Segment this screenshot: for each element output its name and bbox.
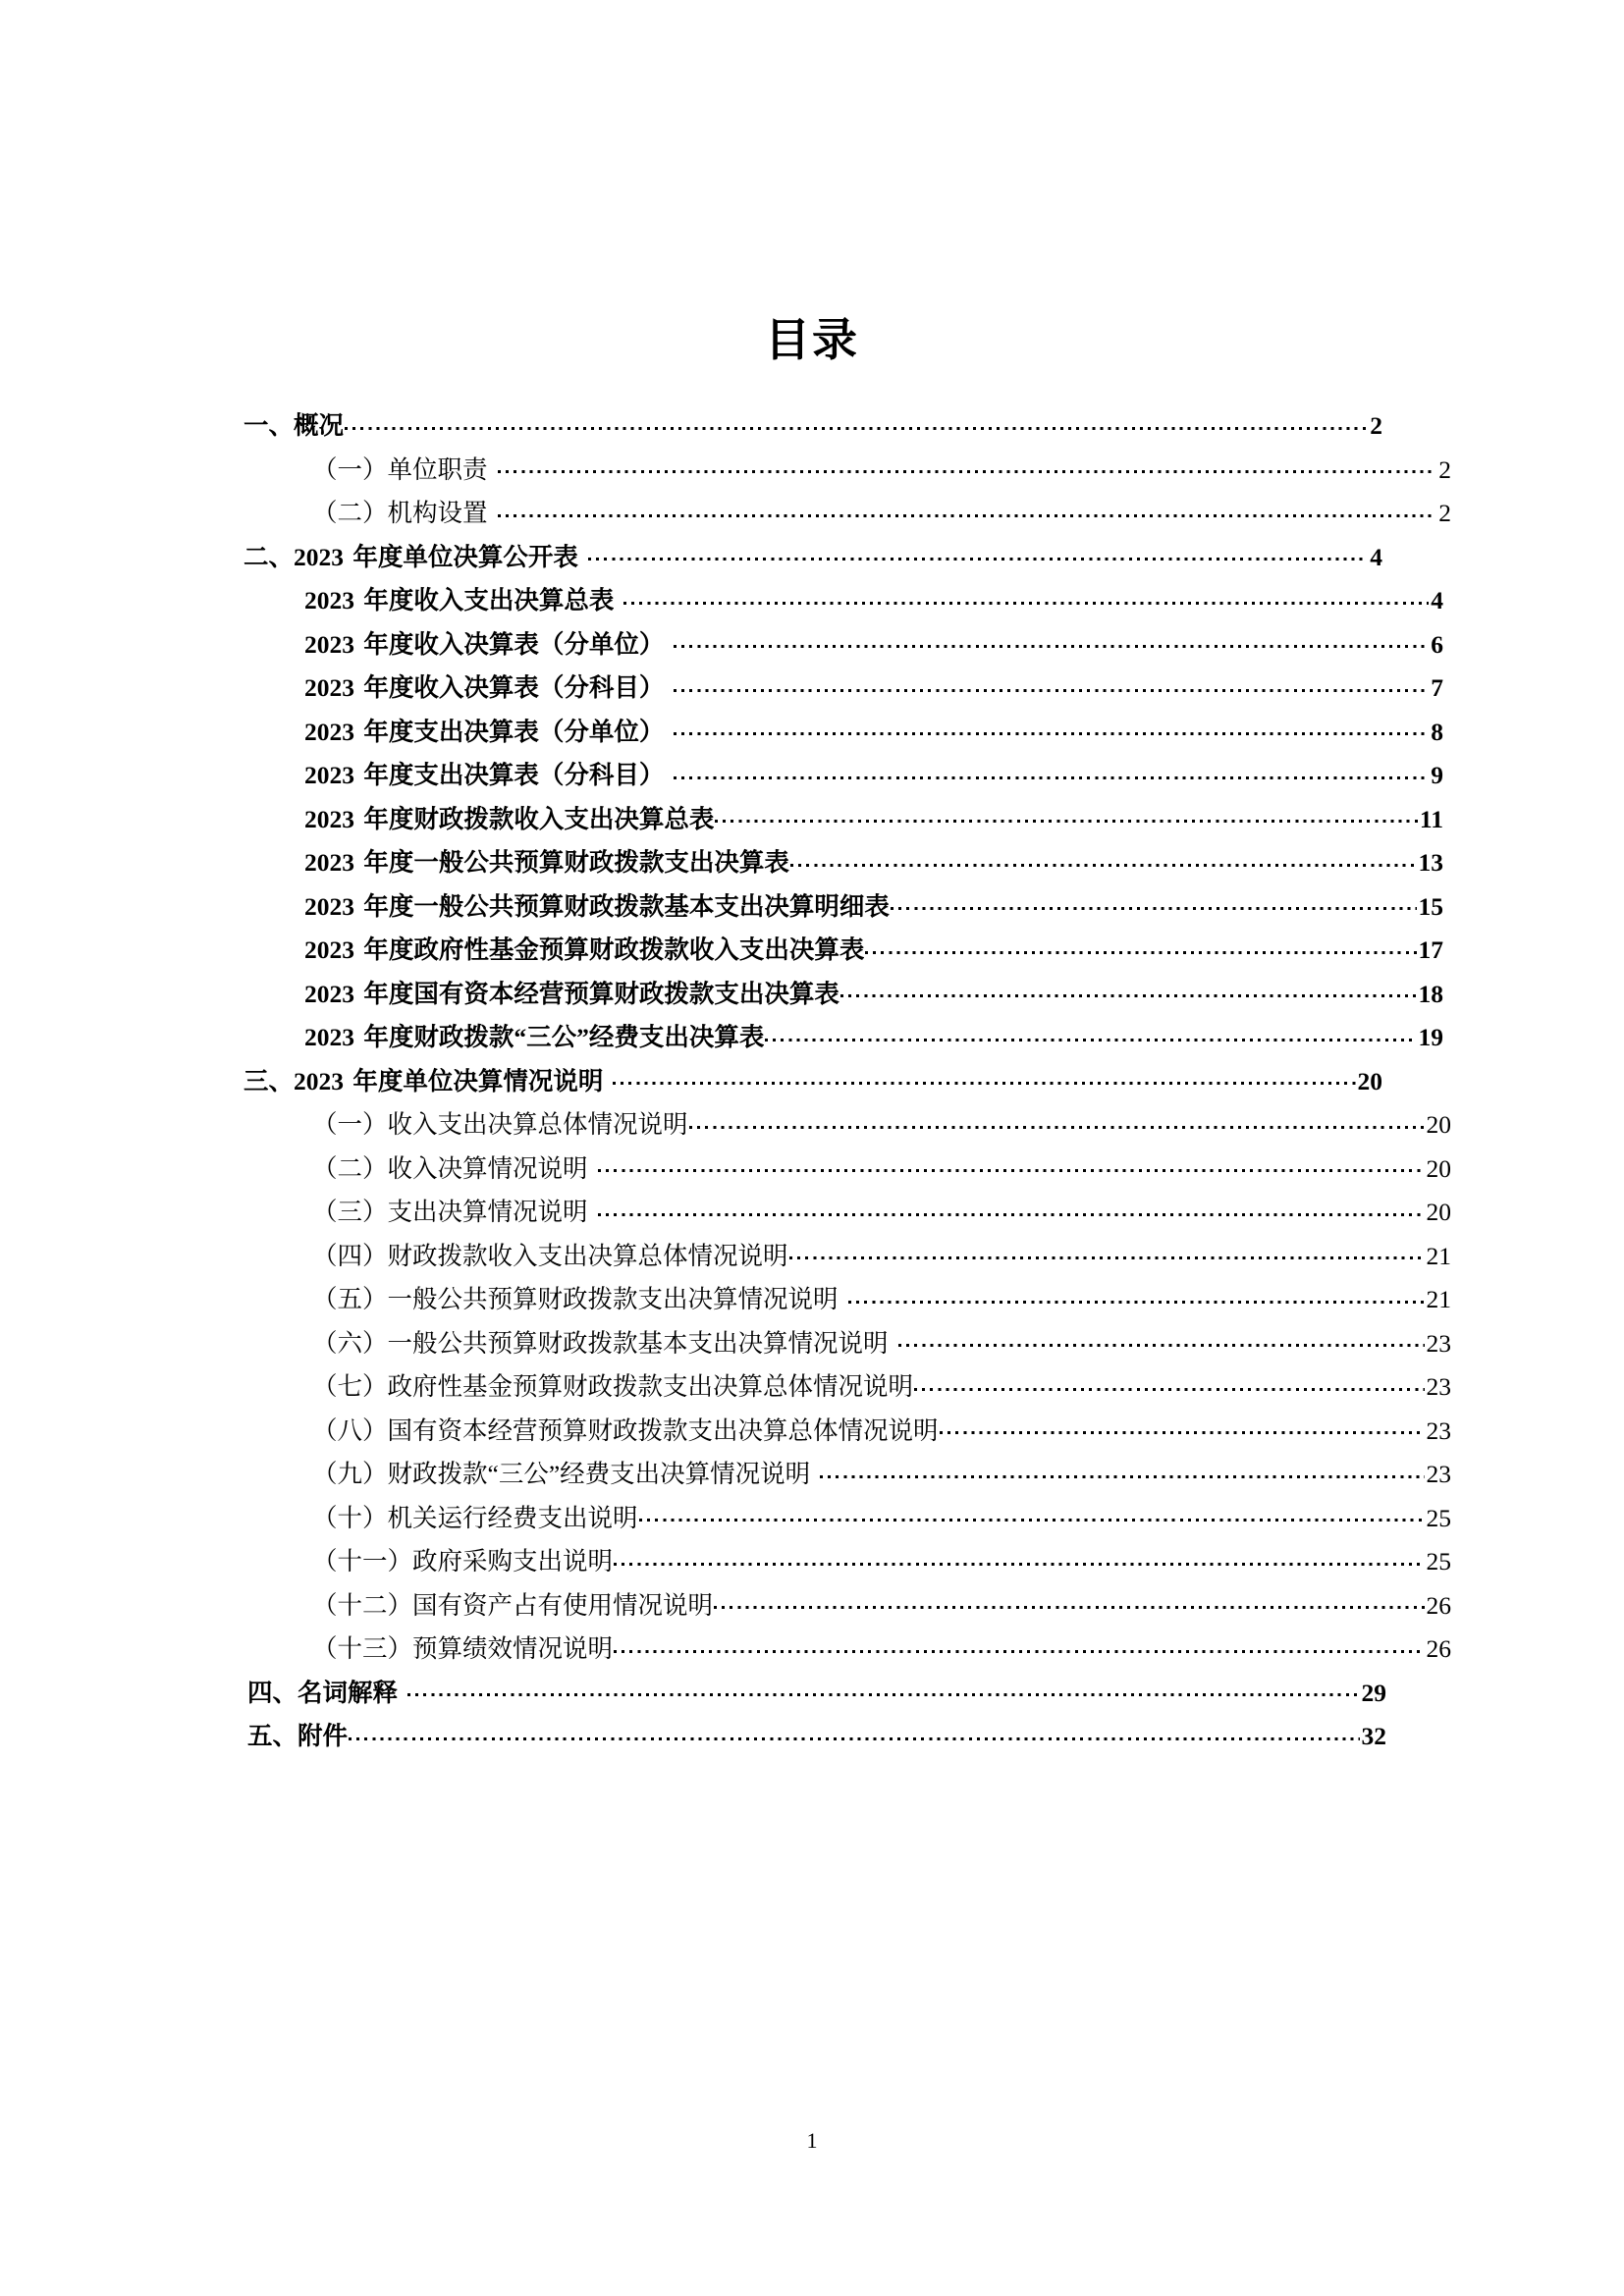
toc-dot-leader: [848, 1283, 1425, 1308]
toc-entry-year: 2023: [304, 935, 354, 964]
toc-dot-leader: [614, 1632, 1424, 1658]
toc-dot-leader: [891, 889, 1417, 915]
toc-dot-leader: [614, 1545, 1424, 1571]
toc-entry-label: 2023 年度国有资本经营预算财政拨款支出决算表: [304, 979, 839, 1008]
toc-entry[interactable]: [312, 1235, 1451, 1279]
toc-dot-leader: [914, 1370, 1424, 1396]
toc-entry-label: 一、概况: [244, 411, 345, 440]
toc-entry-page-number: 11: [1419, 804, 1443, 833]
toc-entry-label: 2023 年度政府性基金预算财政拨款收入支出决算表: [304, 935, 865, 964]
toc-entry[interactable]: [312, 1278, 1451, 1322]
toc-entry-page-number: 2: [1438, 499, 1451, 527]
toc-entry[interactable]: [312, 1103, 1451, 1148]
toc-dot-leader: [674, 627, 1429, 653]
toc-entry[interactable]: [247, 1715, 1386, 1759]
toc-dot-leader: [598, 1196, 1425, 1221]
toc-entry[interactable]: [304, 754, 1443, 798]
toc-dot-leader: [674, 759, 1429, 784]
footer-page-number: 1: [806, 2128, 818, 2153]
toc-entry-page-number: 25: [1426, 1547, 1451, 1575]
toc-entry[interactable]: [312, 492, 1451, 536]
toc-entry[interactable]: [312, 1191, 1451, 1235]
toc-entry-page-number: 4: [1370, 542, 1382, 571]
toc-entry-page-number: 23: [1426, 1415, 1451, 1445]
toc-entry-label: （八）国有资本经营预算财政拨款支出决算总体情况说明: [312, 1415, 939, 1445]
toc-dot-leader: [588, 540, 1368, 565]
toc-entry-label: （九）财政拨款“三公”经费支出决算情况说明: [312, 1460, 811, 1488]
toc-entry-label: 二、2023 年度单位决算公开表: [244, 542, 578, 571]
toc-dot-leader: [598, 1151, 1425, 1177]
toc-entry[interactable]: [312, 1497, 1451, 1541]
toc-entry[interactable]: [304, 798, 1443, 842]
table-of-contents: [244, 404, 1451, 1759]
toc-entry[interactable]: [312, 1453, 1451, 1497]
toc-dot-leader: [940, 1414, 1425, 1439]
toc-entry[interactable]: [247, 1672, 1386, 1716]
toc-entry-year: 2023: [304, 629, 354, 659]
toc-entry[interactable]: [312, 1540, 1451, 1584]
toc-entry-page-number: 7: [1431, 673, 1443, 702]
toc-entry[interactable]: [304, 929, 1443, 973]
toc-entry[interactable]: [304, 711, 1443, 755]
toc-entry-label: 五、附件: [247, 1722, 349, 1750]
toc-entry[interactable]: [304, 667, 1443, 711]
toc-entry[interactable]: [304, 973, 1443, 1017]
toc-entry-page-number: 6: [1431, 629, 1443, 659]
toc-entry-page-number: 8: [1431, 717, 1443, 746]
toc-entry[interactable]: [304, 623, 1443, 667]
toc-entry-year: 2023: [304, 673, 354, 702]
toc-entry-label: 三、2023 年度单位决算情况说明: [244, 1066, 604, 1095]
toc-entry-year: 2023: [294, 1066, 345, 1095]
toc-entry-page-number: 23: [1426, 1460, 1451, 1488]
toc-dot-leader: [407, 1676, 1359, 1701]
toc-dot-leader: [674, 715, 1429, 740]
toc-dot-leader: [715, 802, 1418, 828]
toc-entry-page-number: 2: [1370, 411, 1382, 440]
toc-entry-label: （十三）预算绩效情况说明: [312, 1634, 614, 1663]
toc-dot-leader: [498, 497, 1437, 522]
toc-entry-page-number: 18: [1418, 979, 1443, 1008]
toc-entry-page-number: 20: [1426, 1110, 1451, 1139]
toc-entry-page-number: 4: [1431, 586, 1443, 614]
toc-entry[interactable]: [312, 1410, 1451, 1454]
toc-entry-page-number: 25: [1426, 1503, 1451, 1532]
toc-entry-label: 2023 年度一般公共预算财政拨款支出决算表: [304, 848, 789, 877]
toc-entry-year: 2023: [304, 717, 354, 746]
toc-entry-year: 2023: [304, 848, 354, 877]
toc-entry-page-number: 20: [1357, 1066, 1382, 1095]
toc-entry-page-number: 20: [1426, 1198, 1451, 1226]
toc-entry-label: 四、名词解释: [247, 1678, 399, 1707]
toc-entry-page-number: 19: [1418, 1023, 1443, 1051]
toc-entry-label: 2023 年度收入支出决算总表: [304, 586, 615, 614]
toc-dot-leader: [820, 1458, 1424, 1483]
toc-entry[interactable]: [304, 1016, 1443, 1060]
toc-entry-year: 2023: [304, 1023, 354, 1051]
toc-dot-leader: [613, 1064, 1355, 1090]
toc-entry-page-number: 2: [1438, 454, 1451, 484]
toc-entry-label: 2023 年度一般公共预算财政拨款基本支出决算明细表: [304, 891, 890, 921]
toc-entry[interactable]: [244, 536, 1382, 580]
toc-dot-leader: [898, 1326, 1425, 1352]
toc-entry-label: 2023 年度财政拨款“三公”经费支出决算表: [304, 1023, 765, 1051]
toc-entry-label: （三）支出决算情况说明: [312, 1198, 588, 1226]
toc-entry-year: 2023: [304, 761, 354, 789]
toc-entry-year: 2023: [304, 891, 354, 921]
toc-entry[interactable]: [312, 1322, 1451, 1366]
toc-entry[interactable]: [244, 1060, 1382, 1104]
toc-entry-year: 2023: [304, 979, 354, 1008]
toc-entry-label: 2023 年度收入决算表（分单位）: [304, 629, 665, 659]
toc-entry[interactable]: [304, 579, 1443, 623]
toc-entry-year: 2023: [304, 586, 354, 614]
toc-dot-leader: [674, 671, 1429, 697]
toc-entry-label: （一）收入支出决算总体情况说明: [312, 1110, 688, 1139]
toc-entry-label: （十二）国有资产占有使用情况说明: [312, 1590, 714, 1620]
page-title: 目录: [765, 315, 859, 365]
toc-entry[interactable]: [312, 1628, 1451, 1672]
toc-entry-label: 2023 年度财政拨款收入支出决算总表: [304, 804, 715, 833]
toc-dot-leader: [789, 1239, 1425, 1264]
toc-entry-page-number: 21: [1426, 1285, 1451, 1313]
toc-entry-page-number: 26: [1426, 1590, 1451, 1620]
toc-entry-page-number: 23: [1426, 1372, 1451, 1401]
toc-entry-year: 2023: [304, 804, 354, 833]
toc-dot-leader: [623, 584, 1429, 610]
toc-entry-year: 2023: [294, 542, 345, 571]
toc-entry[interactable]: [304, 885, 1443, 930]
toc-entry-label: （十一）政府采购支出说明: [312, 1547, 614, 1575]
toc-dot-leader: [345, 409, 1368, 435]
toc-entry[interactable]: [244, 404, 1382, 449]
toc-entry-page-number: 13: [1418, 848, 1443, 877]
toc-entry-page-number: 15: [1418, 891, 1443, 921]
toc-dot-leader: [765, 1021, 1416, 1046]
toc-entry-label: （七）政府性基金预算财政拨款支出决算总体情况说明: [312, 1372, 914, 1401]
toc-entry-page-number: 29: [1361, 1678, 1386, 1707]
toc-entry-page-number: 20: [1426, 1153, 1451, 1183]
toc-entry[interactable]: [312, 1148, 1451, 1192]
toc-dot-leader: [689, 1108, 1425, 1134]
toc-entry-page-number: 21: [1426, 1241, 1451, 1270]
toc-dot-leader: [498, 453, 1437, 478]
toc-entry-label: （一）单位职责: [312, 454, 488, 484]
toc-dot-leader: [840, 977, 1417, 1002]
toc-entry-label: （二）收入决算情况说明: [312, 1153, 588, 1183]
toc-entry-page-number: 17: [1418, 935, 1443, 964]
toc-entry-page-number: 23: [1426, 1328, 1451, 1358]
toc-dot-leader: [714, 1588, 1424, 1614]
toc-dot-leader: [865, 934, 1416, 959]
toc-entry-label: （二）机构设置: [312, 499, 488, 527]
toc-dot-leader: [790, 846, 1417, 872]
toc-entry-label: （六）一般公共预算财政拨款基本支出决算情况说明: [312, 1328, 889, 1358]
toc-dot-leader: [349, 1720, 1359, 1745]
toc-entry-label: （四）财政拨款收入支出决算总体情况说明: [312, 1241, 788, 1270]
toc-entry-page-number: 32: [1361, 1722, 1386, 1750]
toc-entry-page-number: 9: [1431, 761, 1443, 789]
toc-dot-leader: [639, 1501, 1425, 1526]
toc-entry-label: （五）一般公共预算财政拨款支出决算情况说明: [312, 1285, 839, 1313]
toc-entry-page-number: 26: [1426, 1634, 1451, 1663]
toc-entry-label: （十）机关运行经费支出说明: [312, 1503, 638, 1532]
toc-entry[interactable]: [312, 449, 1451, 493]
toc-entry[interactable]: [312, 1584, 1451, 1629]
toc-entry-label: 2023 年度支出决算表（分单位）: [304, 717, 665, 746]
toc-entry[interactable]: [304, 841, 1443, 885]
toc-entry-label: 2023 年度收入决算表（分科目）: [304, 673, 665, 702]
toc-entry-label: 2023 年度支出决算表（分科目）: [304, 761, 665, 789]
toc-entry[interactable]: [312, 1365, 1451, 1410]
